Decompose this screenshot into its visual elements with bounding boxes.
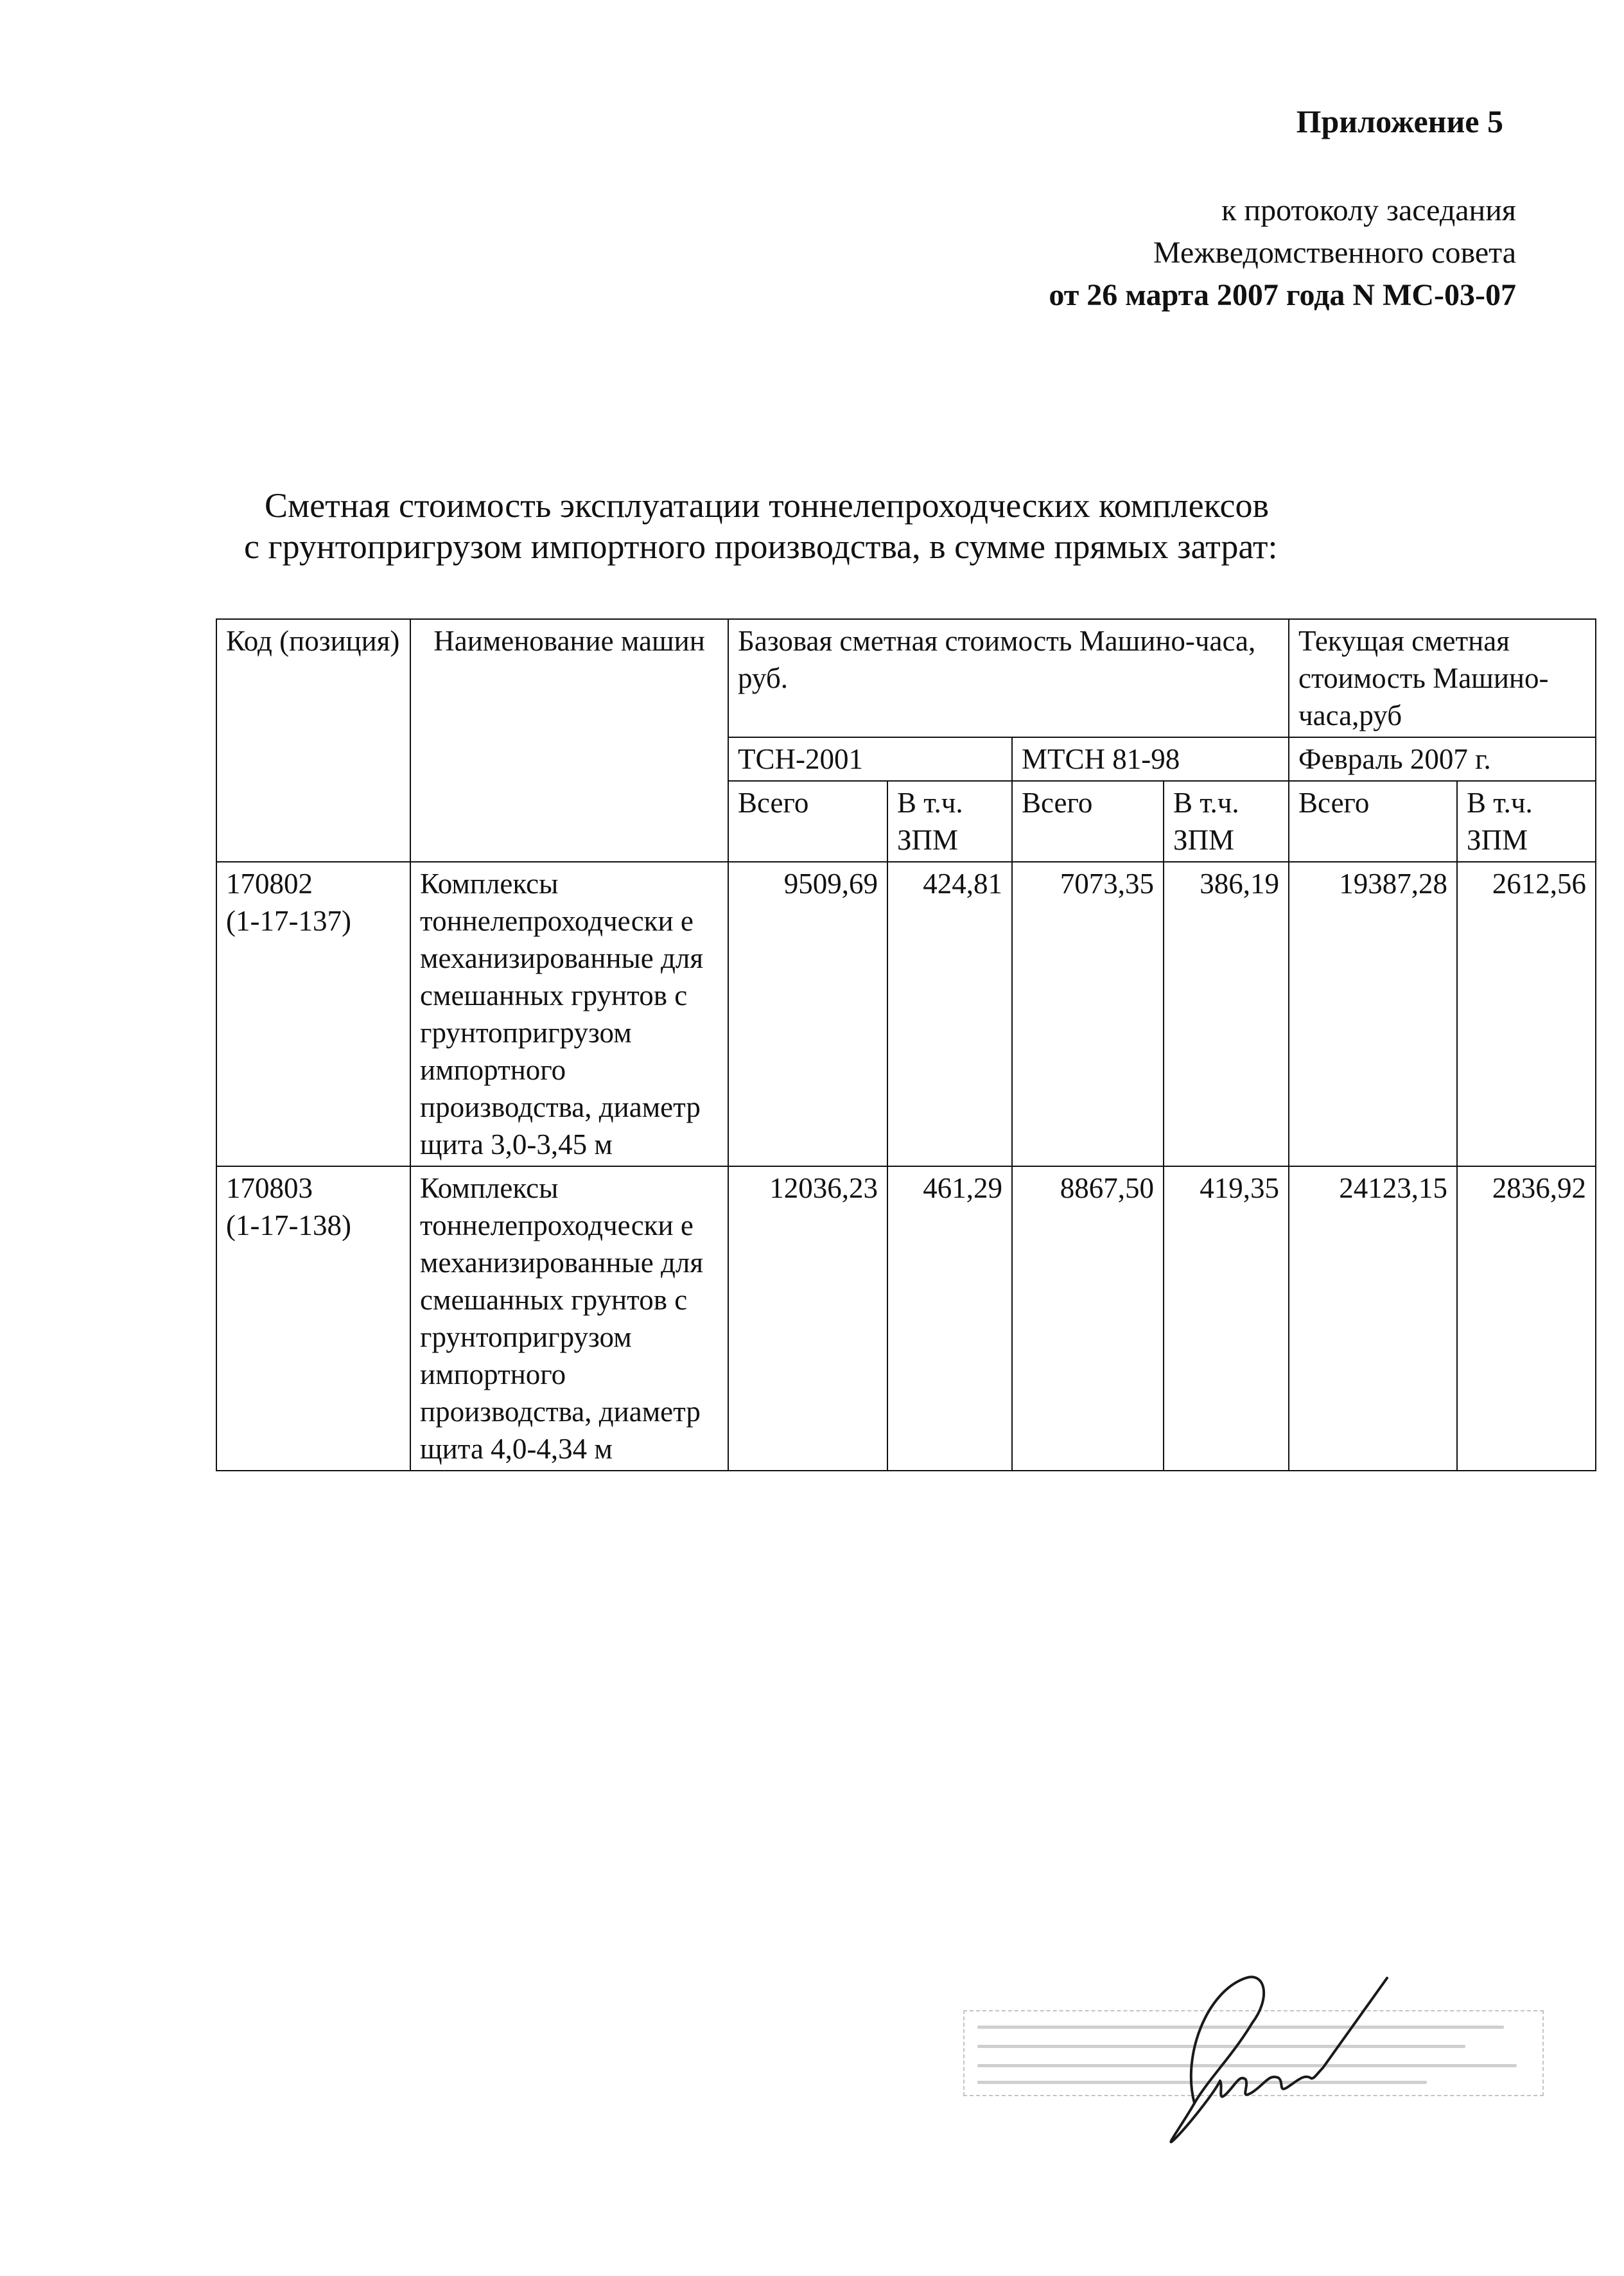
row-mtsn-total: 7073,35 — [1012, 862, 1164, 1166]
header-name: Наименование машин — [410, 619, 728, 862]
row-feb-total: 24123,15 — [1289, 1166, 1457, 1471]
header-mtsn: МТСН 81-98 — [1012, 737, 1289, 781]
heading-line-1: Сметная стоимость эксплуатации тоннелепроходческих комплексов — [265, 486, 1269, 525]
header-feb-zpm: В т.ч. ЗПМ — [1457, 781, 1596, 862]
protocol-reference — [1049, 189, 1516, 317]
header-tsn-zpm: В т.ч. ЗПМ — [887, 781, 1012, 862]
row-mtsn-total: 8867,50 — [1012, 1166, 1164, 1471]
row-name: Комплексы тоннелепроходчески е механизированные для смешанных грунтов с грунтопригрузом импортного производства, диаметр щита 3,0-3,45 м — [410, 862, 728, 1166]
cost-table — [216, 618, 1596, 1471]
row-position-value: (1-17-137) — [226, 905, 351, 937]
handwritten-signature — [963, 1965, 1560, 2158]
row-code-value: 170802 — [226, 868, 313, 900]
document-heading — [244, 485, 1432, 567]
header-row-1 — [216, 619, 1596, 737]
header-tsn-total: Всего — [728, 781, 887, 862]
table-row — [216, 1166, 1596, 1471]
header-base-cost: Базовая сметная стоимость Машино-часа, руб. — [728, 619, 1289, 737]
protocol-line-1: к протоколу заседания — [1221, 193, 1516, 227]
heading-line-2: с грунтопригрузом импортного производства, в сумме прямых затрат: — [244, 527, 1278, 566]
row-code — [216, 862, 410, 1166]
row-code-value: 170803 — [226, 1172, 313, 1204]
row-code — [216, 1166, 410, 1471]
header-code: Код (позиция) — [216, 619, 410, 862]
row-mtsn-zpm: 419,35 — [1164, 1166, 1289, 1471]
row-tsn-total: 9509,69 — [728, 862, 887, 1166]
header-tsn: ТСН-2001 — [728, 737, 1012, 781]
header-current-cost: Текущая сметная стоимость Машино-часа,руб — [1289, 619, 1596, 737]
row-name: Комплексы тоннелепроходчески е механизированные для смешанных грунтов с грунтопригрузом импортного производства, диаметр щита 4,0-4,34 м — [410, 1166, 728, 1471]
appendix-title: Приложение 5 — [1296, 103, 1503, 139]
row-feb-total: 19387,28 — [1289, 862, 1457, 1166]
protocol-line-2: Межведомственного совета — [1153, 236, 1516, 270]
row-tsn-zpm: 461,29 — [887, 1166, 1012, 1471]
row-feb-zpm: 2612,56 — [1457, 862, 1596, 1166]
header-feb-total: Всего — [1289, 781, 1457, 862]
table-row — [216, 862, 1596, 1166]
header-feb-2007: Февраль 2007 г. — [1289, 737, 1596, 781]
row-tsn-zpm: 424,81 — [887, 862, 1012, 1166]
header-mtsn-total: Всего — [1012, 781, 1164, 862]
row-position-value: (1-17-138) — [226, 1209, 351, 1241]
protocol-date-number: от 26 марта 2007 года N МС-03-07 — [1049, 278, 1516, 312]
row-feb-zpm: 2836,92 — [1457, 1166, 1596, 1471]
row-mtsn-zpm: 386,19 — [1164, 862, 1289, 1166]
signature-area — [963, 1965, 1560, 2158]
row-tsn-total: 12036,23 — [728, 1166, 887, 1471]
header-mtsn-zpm: В т.ч. ЗПМ — [1164, 781, 1289, 862]
